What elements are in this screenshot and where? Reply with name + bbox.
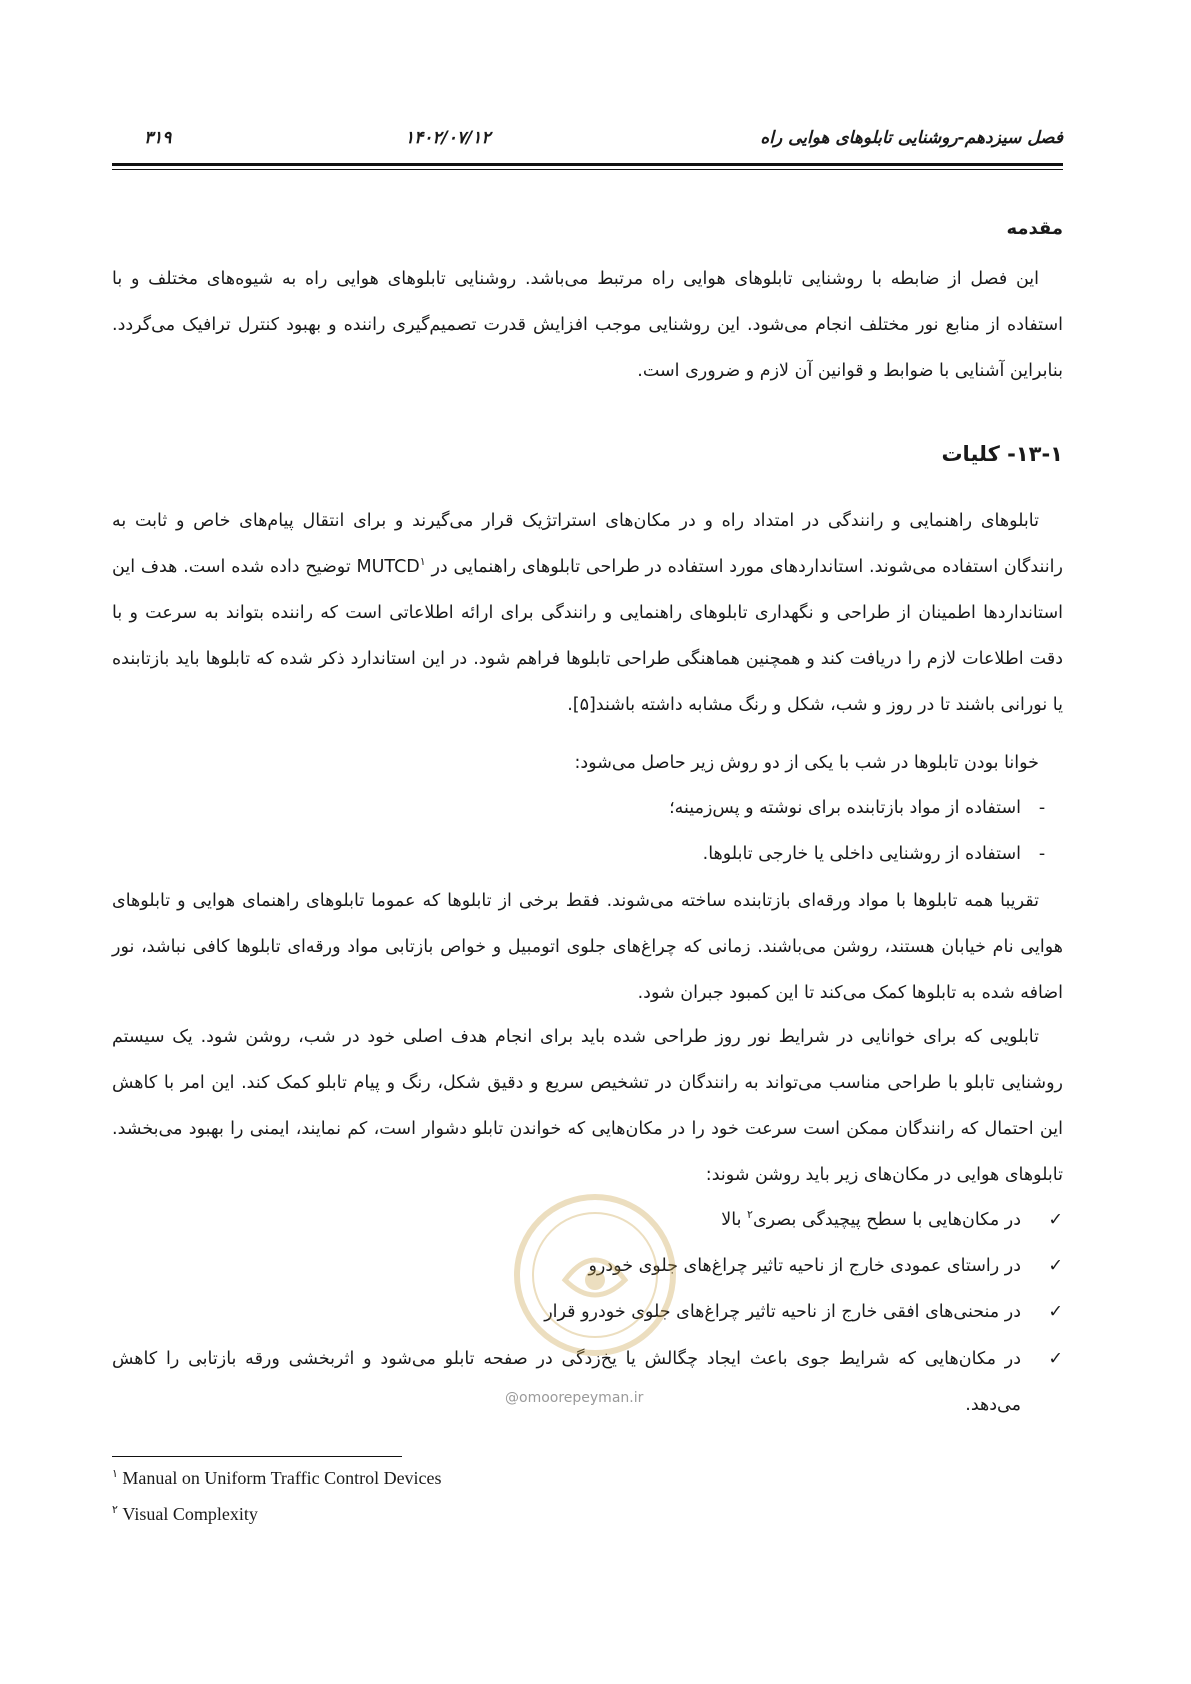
watermark-url: @omoorepeyman.ir bbox=[505, 1390, 644, 1406]
checkmark-icon: ✓ bbox=[1048, 1302, 1063, 1322]
section-paragraph-1 bbox=[112, 498, 1063, 728]
footnote-mark: ۱ bbox=[112, 1468, 118, 1480]
footnote-ref-1[interactable]: ۱ bbox=[419, 555, 426, 569]
section-paragraph-2: خوانا بودن تابلوها در شب با یکی از دو روش زیر حاصل می‌شود: bbox=[574, 753, 1039, 773]
running-header-date: ۱۴۰۲/۰۷/۱۲ bbox=[405, 128, 491, 148]
footnote-text: Visual Complexity bbox=[122, 1504, 258, 1524]
checkmark-icon: ✓ bbox=[1048, 1256, 1063, 1276]
footnote-text: Manual on Uniform Traffic Control Devices bbox=[122, 1468, 442, 1488]
checkmark-icon: ✓ bbox=[1048, 1210, 1063, 1230]
list-item-text: در مکان‌هایی با سطح پیچیدگی بصری bbox=[752, 1210, 1021, 1230]
watermark-logo bbox=[505, 1185, 685, 1365]
dash-list-item bbox=[703, 831, 1063, 877]
header-rule-thick bbox=[112, 163, 1063, 166]
footnote-separator bbox=[112, 1456, 402, 1457]
intro-heading: مقدمه bbox=[1006, 218, 1063, 239]
checkmark-icon: ✓ bbox=[1048, 1349, 1063, 1369]
paragraph-text: تابلوهای راهنمایی و رانندگی در امتداد راه و در مکان‌های استراتژیک قرار می‌گیرند و برای انتقال پیام‌های خاص و ثابت به رانندگان استفاده می‌شوند. استانداردهای مورد استفاده در طراحی تابلوهای راهنمایی در MUTCD bbox=[112, 511, 1063, 577]
running-header-title: فصل سیزدهم-روشنایی تابلوهای هوایی راه bbox=[760, 128, 1063, 148]
dash-bullet: - bbox=[1038, 844, 1046, 864]
list-item-text: در راستای عمودی خارج از ناحیه تاثیر چراغ‌های جلوی خودرو bbox=[588, 1256, 1021, 1276]
footnote-1 bbox=[112, 1468, 442, 1489]
paragraph-text: توضیح داده شده است. هدف این استانداردها اطمینان از طراحی و نگهداری تابلوهای راهنمایی و رانندگی برای ارائه اطلاعاتی است که راننده بتواند به سرعت و با دقت اطلاعات لازم را دریافت کند و همچنین هماهنگی طراحی تابلوها فراهم شود. در این استاندارد ذکر شده که تابلوها باید بازتابنده یا نورانی باشند تا در روز و شب، شکل و رنگ مشابه داشته باشند[۵]. bbox=[112, 557, 1063, 715]
list-item-text: در منحنی‌های افقی خارج از ناحیه تاثیر چراغ‌های جلوی خودرو قرار bbox=[544, 1302, 1021, 1322]
footnote-2 bbox=[112, 1504, 258, 1525]
section-paragraph-4: تابلویی که برای خوانایی در شرایط نور روز طراحی شده باید برای انجام هدف اصلی خود در شب، روشن شود. یک سیستم روشنایی تابلو با طراحی مناسب می‌تواند به رانندگان در تشخیص سریع و دقیق شکل، رنگ و پیام تابلو کمک کند. این امر با کاهش این احتمال که رانندگان ممکن است سرعت خود را در مکان‌هایی که خواندن تابلو دشوار است، کم نمایند، ایمنی را بهبود می‌بخشد. تابلوهای هوایی در مکان‌های زیر باید روشن شوند: bbox=[112, 1027, 1063, 1185]
intro-paragraph: این فصل از ضابطه با روشنایی تابلوهای هوایی راه مرتبط می‌باشد. روشنایی تابلوهای هوایی راه به شیوه‌های مختلف و با استفاده از منابع نور مختلف انجام می‌شود. این روشنایی موجب افزایش قدرت تصمیم‌گیری راننده و بهبود کنترل ترافیک می‌گردد. بنابراین آشنایی با ضوابط و قوانین آن لازم و ضروری است. bbox=[112, 269, 1063, 381]
header-rule-thin bbox=[112, 169, 1063, 170]
list-item-text: استفاده از روشنایی داخلی یا خارجی تابلوها. bbox=[702, 844, 1021, 864]
list-item-text: استفاده از مواد بازتابنده برای نوشته و پس‌زمینه؛ bbox=[669, 798, 1021, 818]
section-paragraph-3: تقریبا همه تابلوها با مواد ورقه‌ای بازتابنده ساخته می‌شوند. فقط برخی از تابلوها که عموما تابلوهای راهنمای هوایی و تابلوهای هوایی نام خیابان هستند، روشن می‌باشند. زمانی که چراغ‌های جلوی اتومبیل و خواص بازتابی مواد ورقه‌ای تابلوها کافی نباشد، نور اضافه شده به تابلوها کمک می‌کند تا این کمبود جبران شود. bbox=[112, 891, 1063, 1003]
list-item-text: در مکان‌هایی که شرایط جوی باعث ایجاد چگالش یا یخ‌زدگی در صفحه تابلو می‌شود و اثربخشی ورقه بازتابی را کاهش می‌دهد. bbox=[112, 1349, 1021, 1415]
list-item-text: بالا bbox=[721, 1210, 748, 1230]
dash-bullet: - bbox=[1038, 798, 1046, 818]
page-number: ۳۱۹ bbox=[144, 128, 172, 148]
section-heading: ۱۳-۱- کلیات bbox=[941, 442, 1063, 466]
footnote-mark: ۲ bbox=[112, 1504, 118, 1516]
footnote-ref-2[interactable]: ۲ bbox=[747, 1208, 753, 1222]
dash-list-item bbox=[669, 785, 1063, 831]
